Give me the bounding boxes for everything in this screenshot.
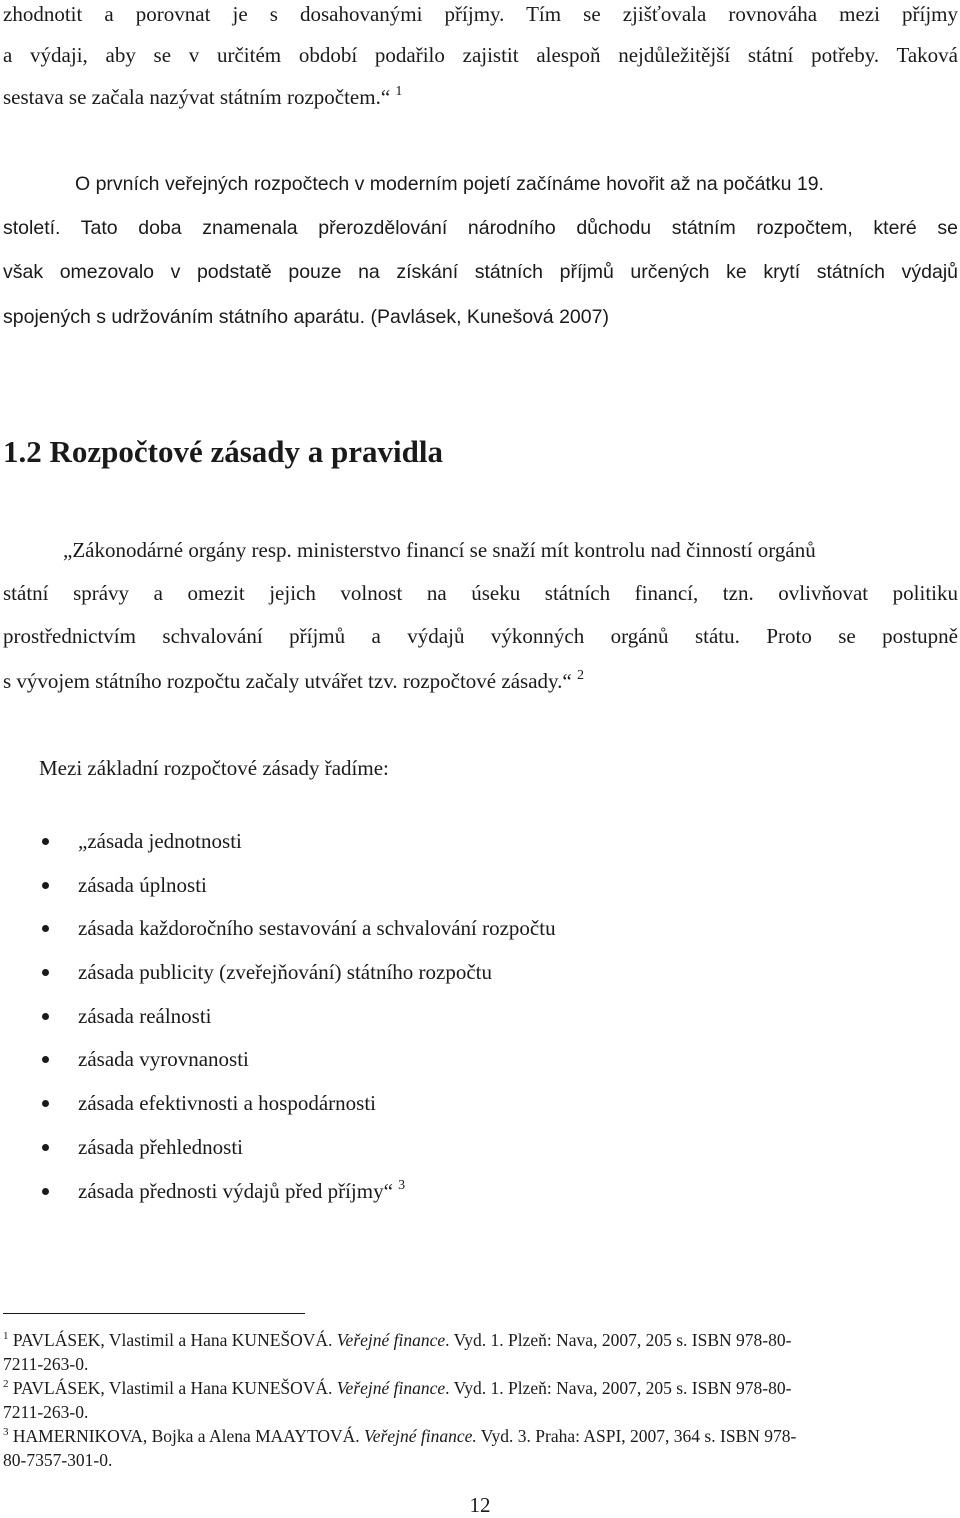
footnote-1-rest: . Vyd. 1. Plzeň: Nava, 2007, 205 s. ISBN 978-80- [445, 1330, 792, 1350]
bullet-icon [42, 1144, 49, 1151]
section-heading: 1.2 Rozpočtové zásady a pravidla [3, 434, 444, 469]
paragraph-1-line-1: zhodnotit a porovnat je s dosahovanými příjmy. Tím se zjišťovala rovnováha mezi příjmy [3, 2, 958, 26]
footnote-2-title: Veřejné finance [336, 1378, 446, 1398]
bullet-icon [42, 1056, 49, 1063]
paragraph-3-line-4-text: s vývojem státního rozpočtu začaly utvářet tzv. rozpočtové zásady.“ [3, 669, 572, 693]
footnote-1-authors: PAVLÁSEK, Vlastimil a Hana KUNEŠOVÁ. [12, 1330, 333, 1350]
footnote-2-number: 2 [3, 1378, 9, 1390]
paragraph-1-line-3 [3, 83, 958, 111]
paragraph-2-line-3: však omezovalo v podstatě pouze na získání státních příjmů určených ke krytí státních výdajů [3, 261, 958, 283]
paragraph-2-line-2 [3, 214, 958, 242]
footnote-3-number: 3 [3, 1426, 9, 1438]
list-item-text: zásada úplnosti [78, 873, 207, 897]
paragraph-1-line-2: a výdaji, aby se v určitém období podařilo zajistit alespoň nejdůležitější státní potřeby. Taková [3, 43, 958, 67]
list-item-text: zásada efektivnosti a hospodárnosti [78, 1091, 376, 1115]
paragraph-2-line-1: O prvních veřejných rozpočtech v moderním pojetí začínáme hovořit až na počátku 19. [75, 173, 824, 195]
paragraph-2-line-2-rest: Tato doba znamenala přerozdělování národního důchodu státním rozpočtem, které se [80, 217, 958, 239]
footnote-1-title: Veřejné finance [336, 1330, 446, 1350]
paragraph-3-line-3: prostřednictvím schvalování příjmů a výdajů výkonných orgánů státu. Proto se postupně [3, 624, 958, 648]
footnote-2-authors: PAVLÁSEK, Vlastimil a Hana KUNEŠOVÁ. [12, 1378, 333, 1398]
bullet-icon [42, 1100, 49, 1107]
paragraph-3-line-4 [3, 667, 958, 695]
list-item-text [78, 1177, 405, 1205]
list-item-text: zásada přehlednosti [78, 1135, 244, 1159]
footnote-2-continuation: 7211-263-0. [3, 1402, 89, 1422]
bullet-icon [42, 925, 49, 932]
footnote-3 [3, 1425, 958, 1447]
bullet-icon [42, 969, 49, 976]
footnote-ref-2: 2 [576, 668, 584, 683]
list-item-text: zásada vyrovnanosti [78, 1047, 249, 1071]
footnote-1-number: 1 [3, 1330, 9, 1342]
list-item-text: zásada reálnosti [78, 1004, 212, 1028]
footnote-ref-1: 1 [395, 84, 403, 99]
bullet-icon [42, 838, 49, 845]
paragraph-1-line-3-text: sestava se začala nazývat státním rozpočtem.“ [3, 85, 391, 109]
footnote-separator [3, 1313, 305, 1314]
footnote-3-title: Veřejné finance. [364, 1426, 477, 1446]
footnote-ref-3: 3 [398, 1178, 406, 1193]
paragraph-3-line-1: „Zákonodárné orgány resp. ministerstvo financí se snaží mít kontrolu nad činností orgánů [63, 538, 816, 562]
list-item-text-last: zásada přednosti výdajů před příjmy“ [78, 1179, 393, 1203]
paragraph-2-line-2-start: století. [3, 217, 61, 239]
footnote-1-continuation: 7211-263-0. [3, 1354, 89, 1374]
bullet-icon [42, 1188, 49, 1195]
bullet-icon [42, 882, 49, 889]
paragraph-3-line-2: státní správy a omezit jejich volnost na úseku státních financí, tzn. ovlivňovat politiku [3, 581, 958, 605]
footnote-3-authors: HAMERNIKOVA, Bojka a Alena MAAYTOVÁ. [12, 1426, 360, 1446]
list-intro: Mezi základní rozpočtové zásady řadíme: [39, 756, 389, 780]
page-number: 12 [469, 1493, 491, 1517]
footnote-3-continuation: 80-7357-301-0. [3, 1450, 113, 1470]
bullet-icon [42, 1013, 49, 1020]
list-item-text: zásada každoročního sestavování a schvalování rozpočtu [78, 916, 556, 940]
footnote-1 [3, 1329, 958, 1351]
list-item-text: „zásada jednotnosti [78, 829, 242, 853]
list-item-text: zásada publicity (zveřejňování) státního rozpočtu [78, 960, 493, 984]
footnote-2 [3, 1377, 958, 1399]
footnote-2-rest: . Vyd. 1. Plzeň: Nava, 2007, 205 s. ISBN 978-80- [445, 1378, 792, 1398]
footnote-3-rest: Vyd. 3. Praha: ASPI, 2007, 364 s. ISBN 978- [476, 1426, 797, 1446]
paragraph-2-line-4: spojených s udržováním státního aparátu. (Pavlásek, Kunešová 2007) [3, 306, 609, 328]
